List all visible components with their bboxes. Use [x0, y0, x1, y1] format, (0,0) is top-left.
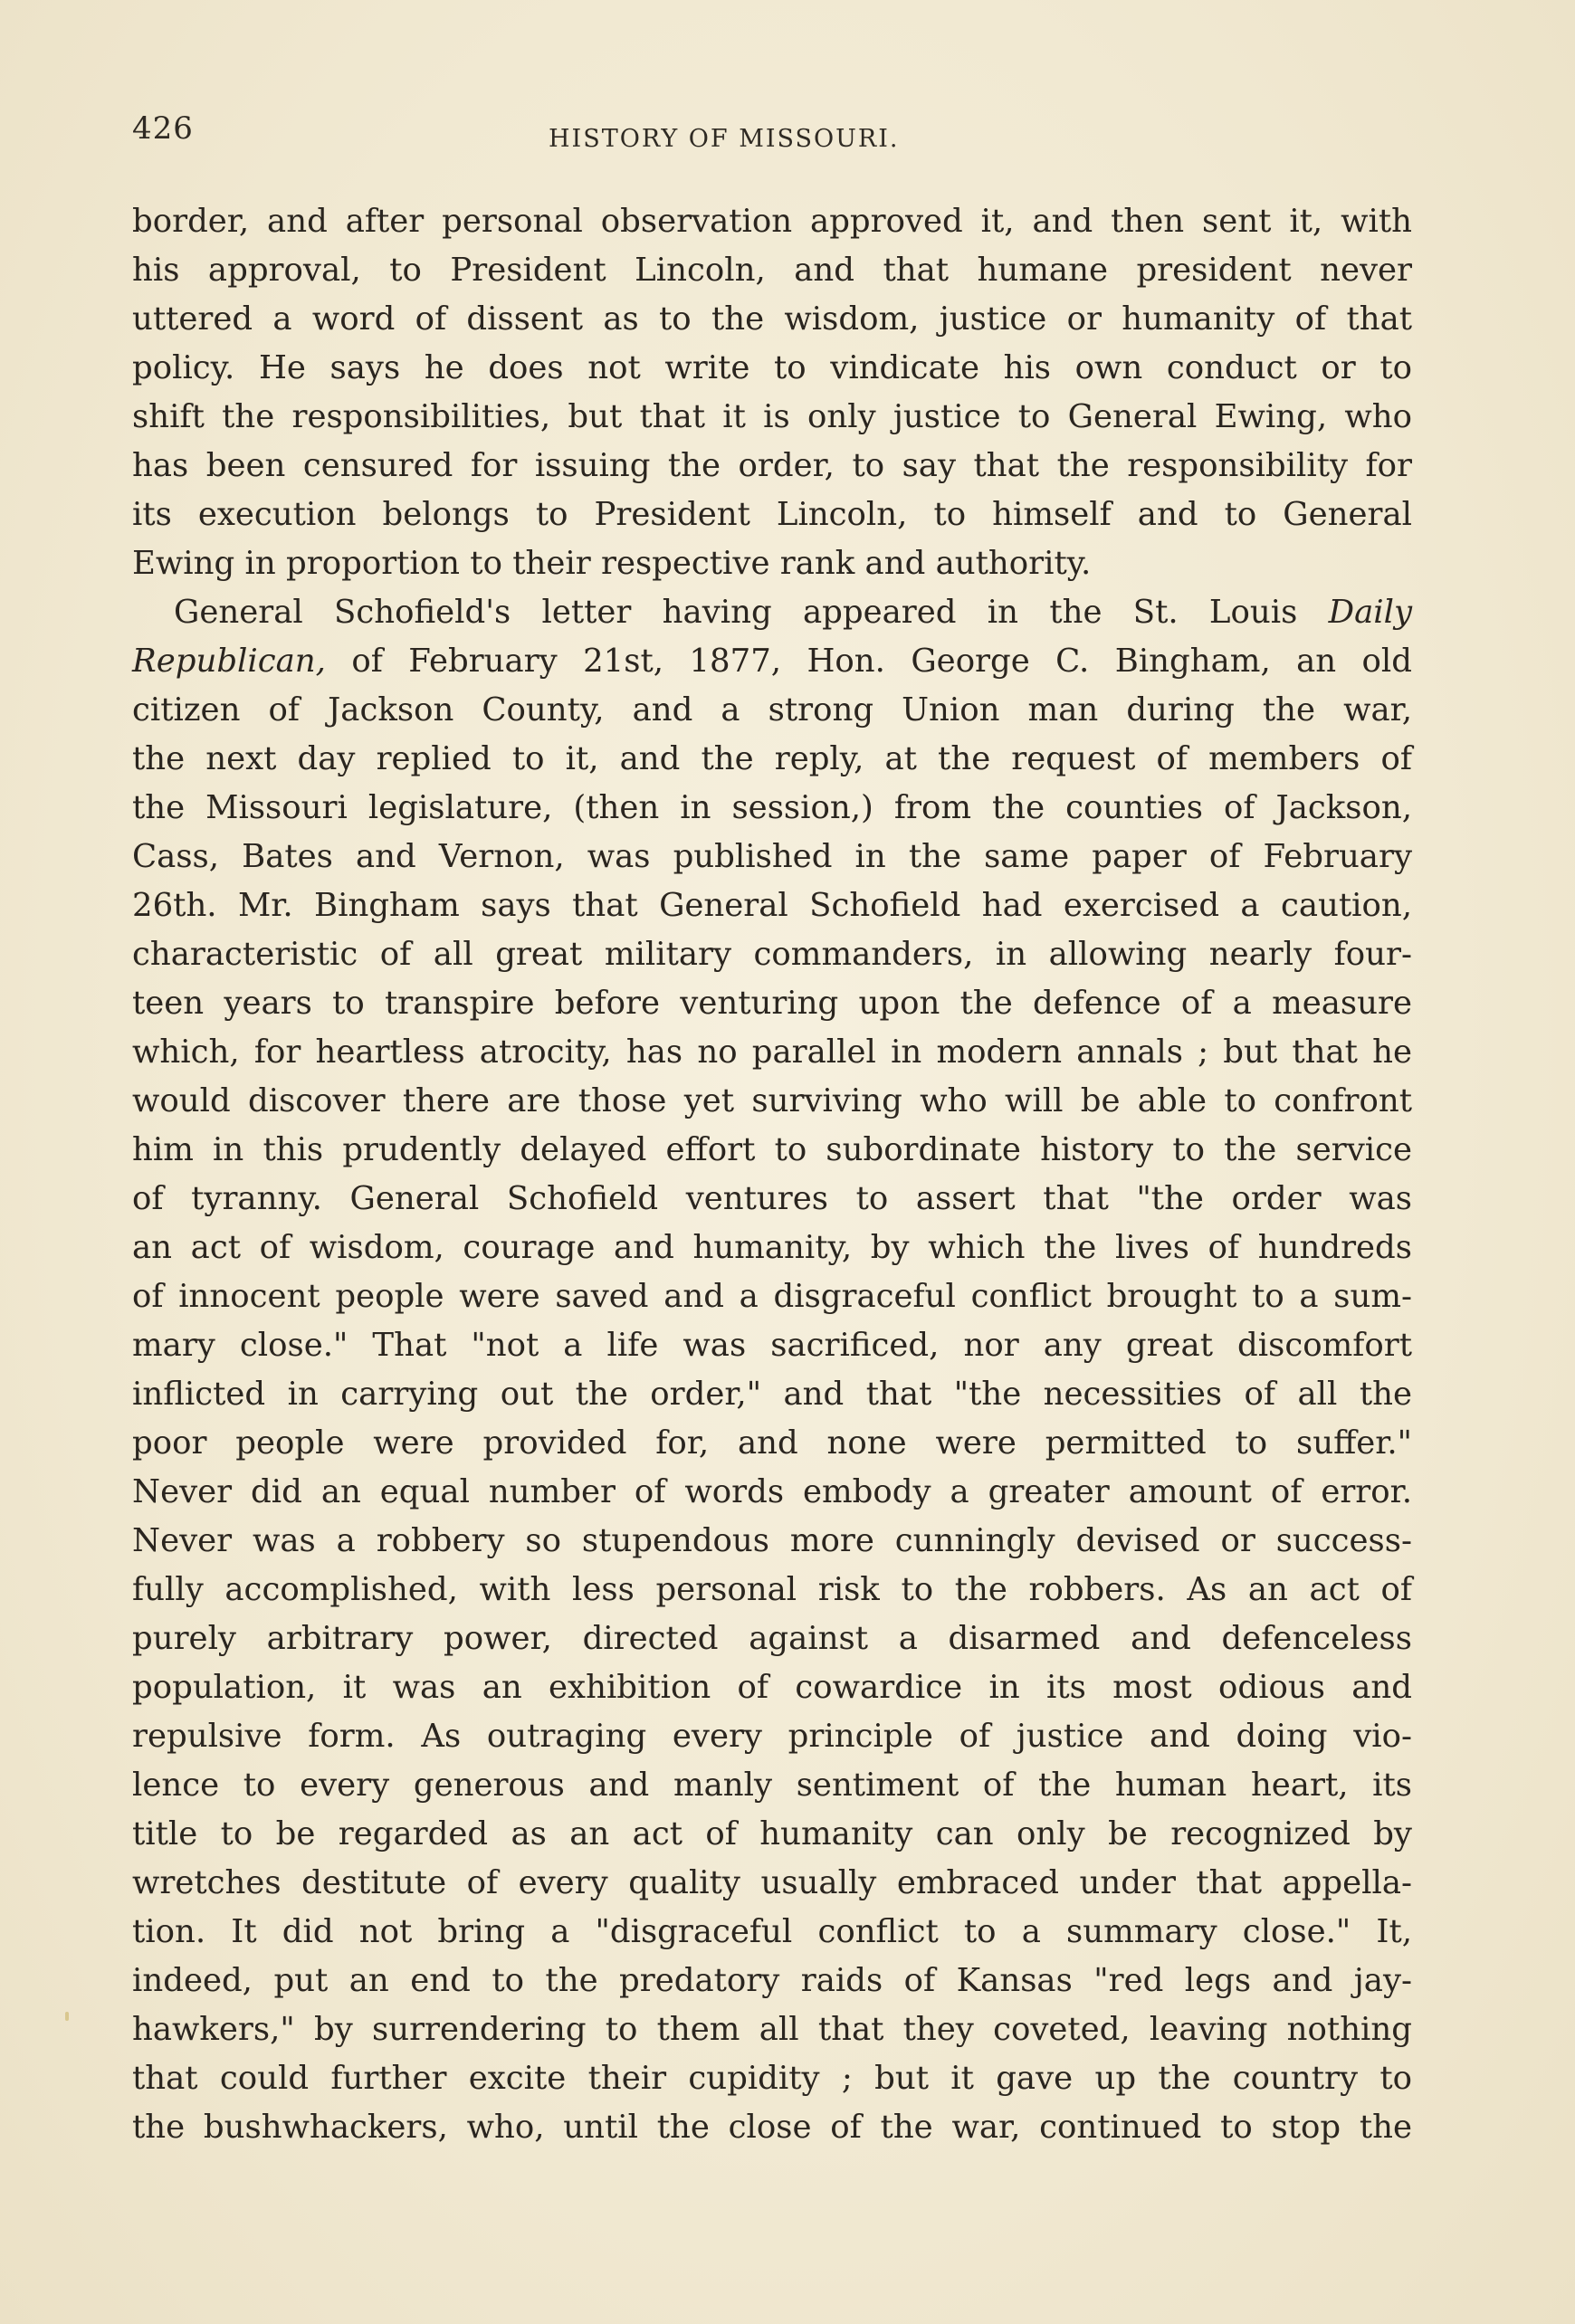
page-header	[132, 110, 1412, 165]
text-line: Never was a robbery so stupendous more cunningly devised or success-	[132, 1522, 1412, 1559]
text-line: would discover there are those yet surviving who will be able to confront	[132, 1082, 1412, 1119]
text-line: Cass, Bates and Vernon, was published in the same paper of February	[132, 838, 1412, 875]
text-line	[132, 637, 1412, 686]
text-line: the Missouri legislature, (then in session,) from the counties of Jackson,	[132, 789, 1412, 826]
text-line: him in this prudently delayed effort to subordinate history to the service	[132, 1131, 1412, 1168]
text-line: his approval, to President Lincoln, and that humane president never	[132, 252, 1412, 289]
text-line: of innocent people were saved and a disgraceful conflict brought to a sum-	[132, 1278, 1412, 1315]
line-prefix: General Schofield's letter having appeared in the St. Louis	[174, 594, 1329, 631]
text-line: Ewing in proportion to their respective rank and authority.	[132, 545, 1092, 582]
text-line: tion. It did not bring a "disgraceful conflict to a summary close." It,	[132, 1913, 1412, 1950]
page-number: 426	[132, 110, 194, 147]
text-line: wretches destitute of every quality usually embraced under that appella-	[132, 1864, 1412, 1901]
text-line: Never did an equal number of words embody a greater amount of error.	[132, 1473, 1412, 1510]
text-line: repulsive form. As outraging every principle of justice and doing vio-	[132, 1718, 1412, 1755]
paragraph-start-line	[132, 588, 1412, 637]
text-line: shift the responsibilities, but that it is only justice to General Ewing, who	[132, 398, 1412, 435]
text-line: an act of wisdom, courage and humanity, by which the lives of hundreds	[132, 1229, 1412, 1266]
text-line: the bushwhackers, who, until the close of the war, continued to stop the	[132, 2109, 1412, 2146]
text-line: which, for heartless atrocity, has no parallel in modern annals ; but that he	[132, 1033, 1412, 1071]
text-line: border, and after personal observation approved it, and then sent it, with	[132, 203, 1412, 240]
text-line: 26th. Mr. Bingham says that General Schofield had exercised a caution,	[132, 887, 1412, 924]
text-line: has been censured for issuing the order, to say that the responsibility for	[132, 447, 1412, 484]
text-line: population, it was an exhibition of cowardice in its most odious and	[132, 1669, 1412, 1706]
text-line: of tyranny. General Schofield ventures to assert that "the order was	[132, 1180, 1412, 1217]
text-line: indeed, put an end to the predatory raids of Kansas "red legs and jay-	[132, 1962, 1412, 1999]
text-line: lence to every generous and manly sentiment of the human heart, its	[132, 1767, 1412, 1804]
text-line: citizen of Jackson County, and a strong Union man during the war,	[132, 691, 1412, 729]
text-line: title to be regarded as an act of humanity can only be recognized by	[132, 1815, 1412, 1853]
newspaper-title-part-1: Daily	[1328, 594, 1412, 631]
body-text	[132, 197, 1412, 2152]
text-line: poor people were provided for, and none were permitted to suffer."	[132, 1424, 1412, 1462]
running-head: HISTORY OF MISSOURI.	[549, 125, 900, 153]
text-line: policy. He says he does not write to vindicate his own conduct or to	[132, 349, 1412, 386]
text-line: uttered a word of dissent as to the wisdom, justice or humanity of that	[132, 300, 1412, 338]
text-line: mary close." That "not a life was sacrificed, nor any great discomfort	[132, 1327, 1412, 1364]
text-line: purely arbitrary power, directed against a disarmed and defenceless	[132, 1620, 1412, 1657]
text-line: teen years to transpire before venturing upon the defence of a measure	[132, 985, 1412, 1022]
text-line: hawkers," by surrendering to them all that they coveted, leaving nothing	[132, 2011, 1412, 2048]
text-line: fully accomplished, with less personal risk to the robbers. As an act of	[132, 1571, 1412, 1608]
text-line: inflicted in carrying out the order," and that "the necessities of all the	[132, 1376, 1412, 1413]
newspaper-title-part-2: Republican,	[132, 643, 326, 680]
line-suffix: of February 21st, 1877, Hon. George C. Bingham, an old	[325, 643, 1412, 680]
text-line: the next day replied to it, and the reply, at the request of members of	[132, 740, 1412, 777]
text-line: characteristic of all great military commanders, in allowing nearly four-	[132, 936, 1412, 973]
paper-blemish	[65, 2012, 69, 2021]
text-line: its execution belongs to President Lincoln, to himself and to General	[132, 496, 1412, 533]
text-line: that could further excite their cupidity ; but it gave up the country to	[132, 2060, 1412, 2097]
